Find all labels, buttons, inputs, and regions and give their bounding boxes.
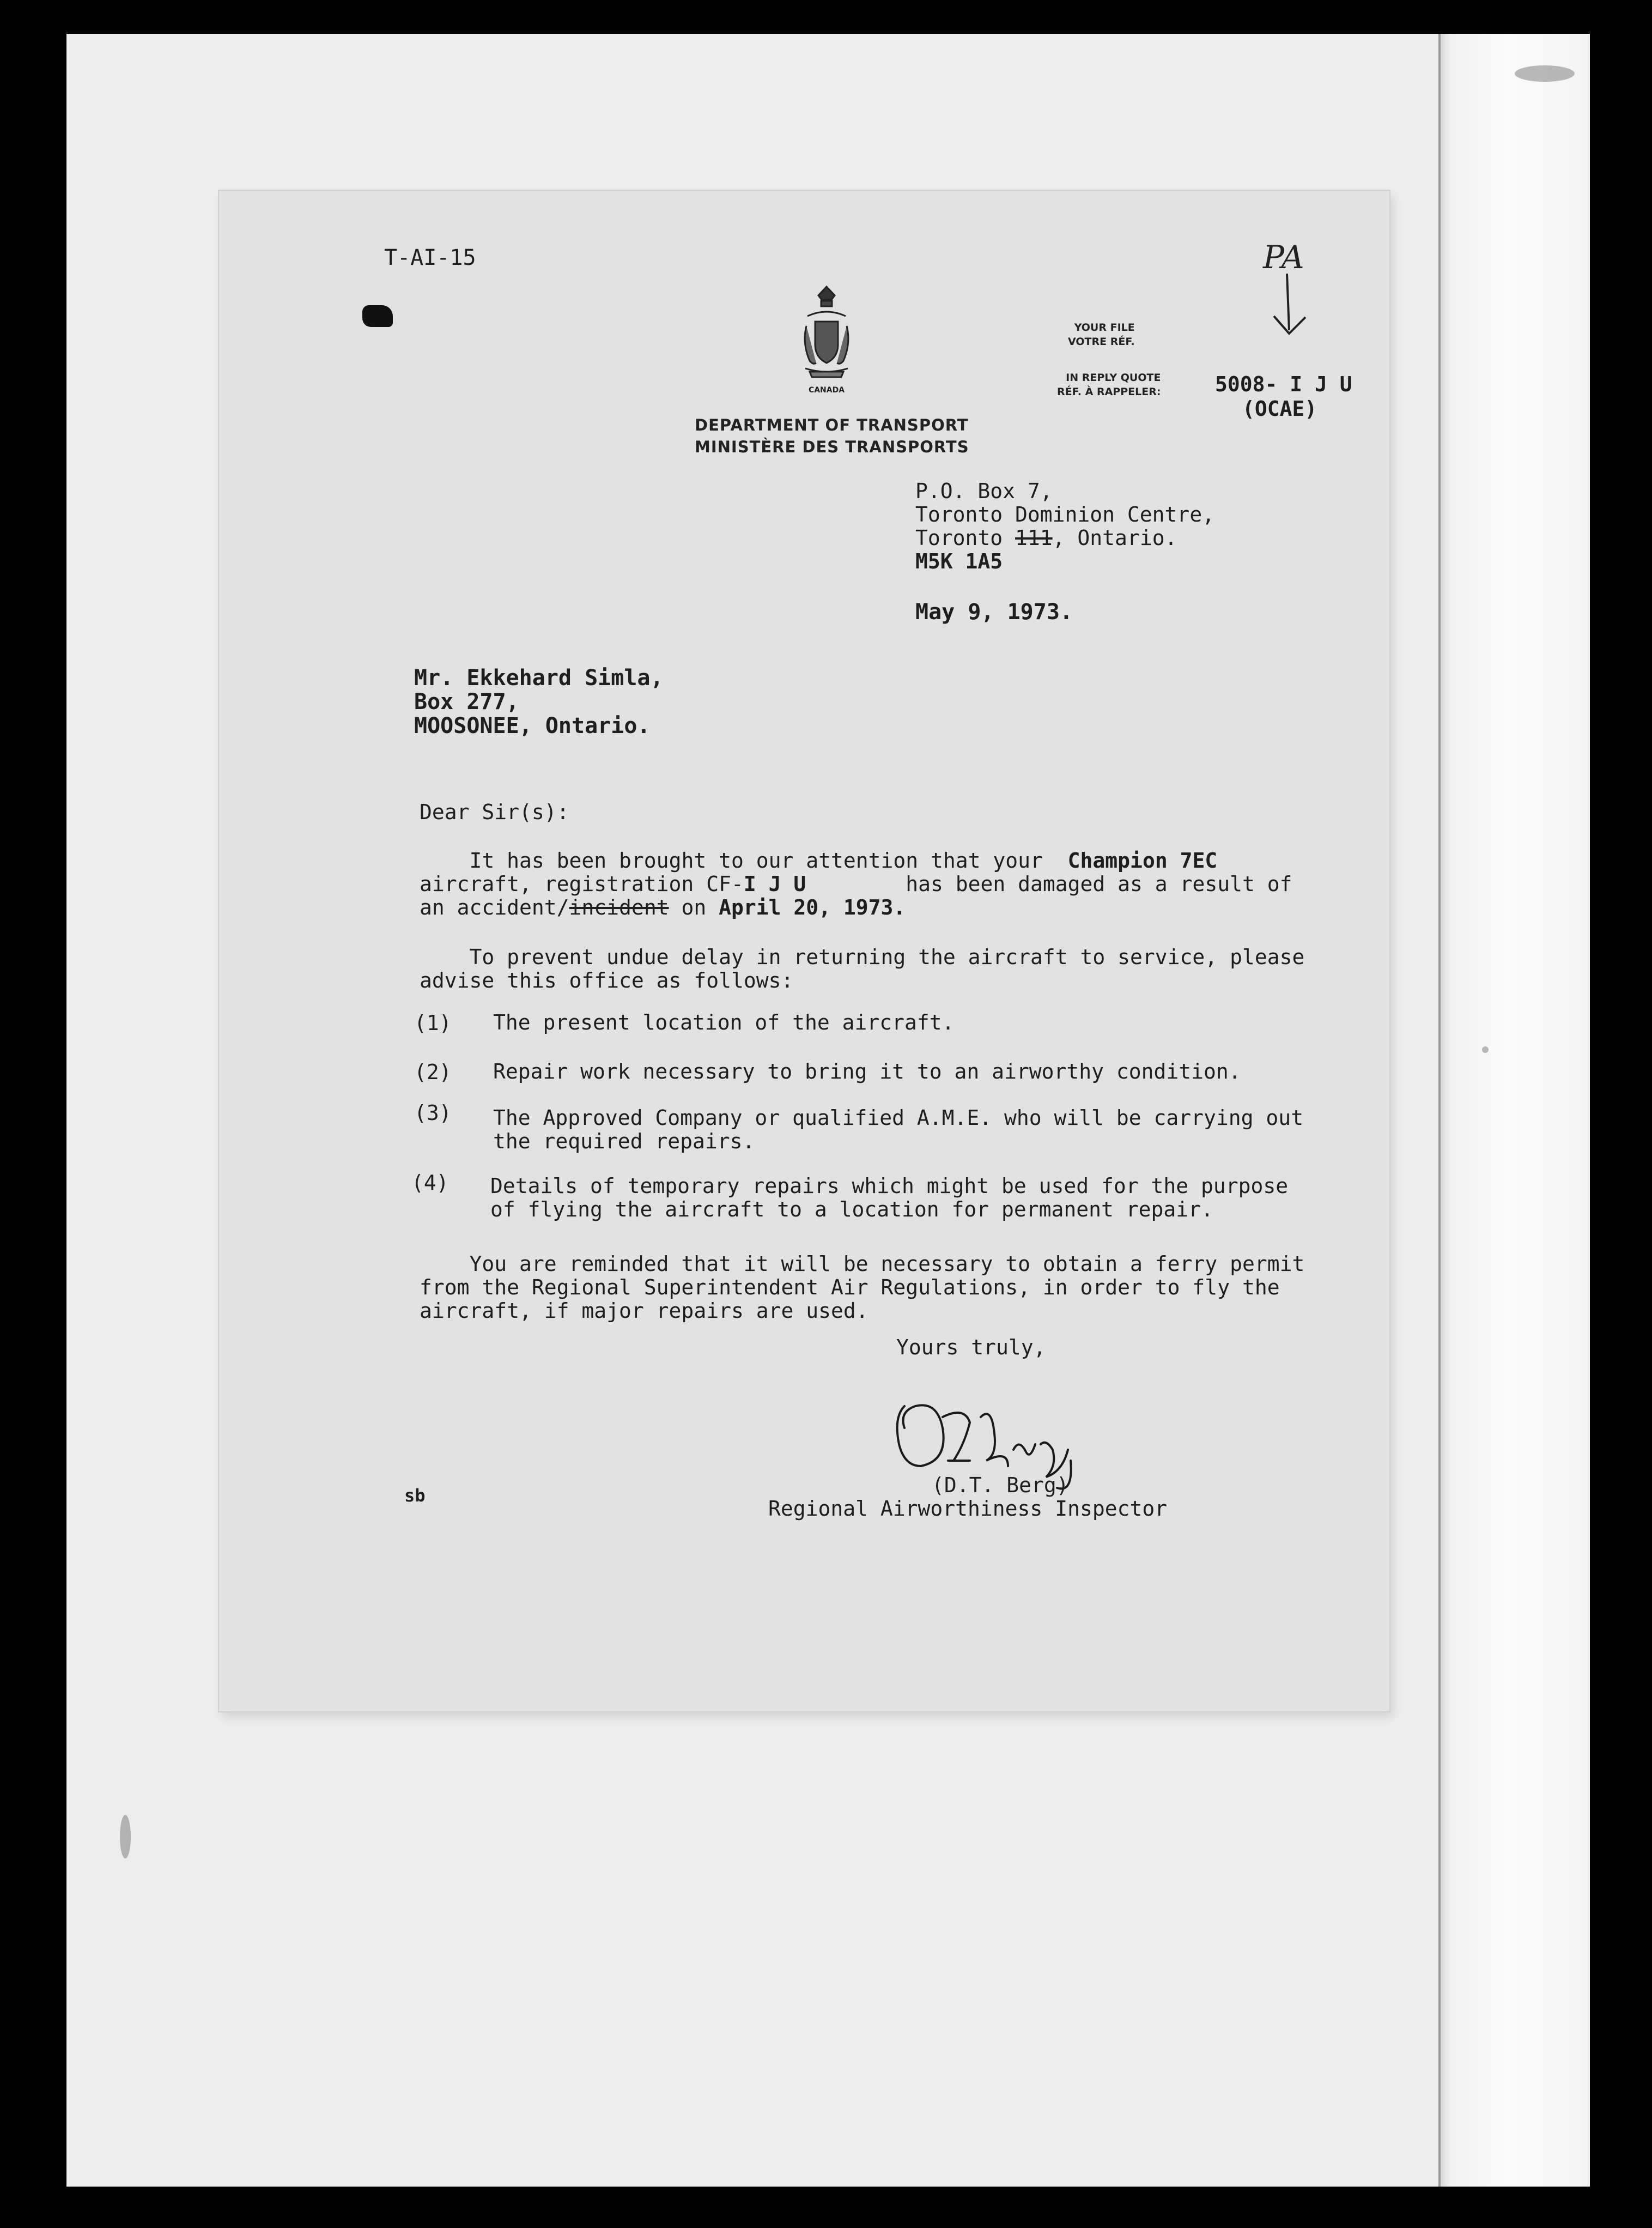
reply-quote-label: IN REPLY QUOTE <box>1066 372 1161 384</box>
film-speck <box>120 1815 131 1858</box>
accident-date: April 20, 1973. <box>719 895 906 919</box>
department-fr: MINISTÈRE DES TRANSPORTS <box>695 438 969 456</box>
p2-line-1: To prevent undue delay in returning the aircraft to service, please <box>469 945 1305 969</box>
address-line-2: Toronto Dominion Centre, <box>915 502 1215 526</box>
item-number: (3) <box>414 1101 452 1125</box>
address-line-1: P.O. Box 7, <box>915 479 1053 503</box>
item-line: Details of temporary repairs which might be used for the purpose <box>490 1174 1289 1198</box>
p2-line-2: advise this office as follows: <box>420 968 794 992</box>
reply-quote-labels <box>1057 371 1161 399</box>
crest-label: CANADA <box>808 386 845 395</box>
p1-part5: on <box>669 895 707 919</box>
annotation-text: PA <box>1263 239 1304 276</box>
ink-smudge <box>362 305 393 327</box>
page-edge <box>1438 34 1590 2187</box>
address-line-3-suffix: , Ontario. <box>1052 526 1177 550</box>
salutation: Dear Sir(s): <box>420 800 569 824</box>
typist-initials: sb <box>404 1485 426 1506</box>
item-text <box>490 1174 1288 1221</box>
p3-line-3: aircraft, if major repairs are used. <box>420 1299 868 1323</box>
recipient-box: Box 277, <box>414 689 519 715</box>
item-text <box>493 1106 1303 1153</box>
closing: Yours truly, <box>896 1335 1046 1359</box>
p1-part1: It has been brought to our attention that your <box>469 849 1043 873</box>
p1-part3: has been damaged as a result of <box>906 872 1292 896</box>
item-number: (1) <box>414 1011 452 1035</box>
signatory-name: (D.T. Berg) <box>932 1473 1069 1497</box>
film-speck <box>1482 1046 1489 1053</box>
film-speck <box>1515 65 1575 82</box>
aircraft-registration: I J U <box>743 872 806 896</box>
item-text <box>493 1011 954 1034</box>
votre-ref-label: VOTRE RÉF. <box>1068 336 1135 348</box>
your-file-labels <box>1068 320 1135 349</box>
recipient-block <box>414 666 664 738</box>
paragraph-1 <box>420 849 1292 919</box>
ref-rappeler-label: RÉF. À RAPPELER: <box>1057 386 1161 398</box>
p3-line-1: You are reminded that it will be necessary to obtain a ferry permit <box>469 1252 1305 1276</box>
item-line: The present location of the aircraft. <box>493 1010 955 1034</box>
signature-text: D.T. Berg <box>888 1488 900 1491</box>
address-struck-zone: 111 <box>1015 526 1053 550</box>
p1-part4: an accident/ <box>420 895 569 919</box>
item-text <box>493 1060 1241 1083</box>
form-id: T-AI-15 <box>384 245 476 270</box>
paragraph-3 <box>420 1252 1304 1323</box>
address-line-3-prefix: Toronto <box>915 526 1016 550</box>
struck-incident: incident <box>569 895 669 919</box>
department-heading <box>695 414 969 458</box>
signatory-title: Regional Airworthiness Inspector <box>768 1497 1168 1521</box>
postal-code: M5K 1A5 <box>915 549 1003 573</box>
p3-line-2: from the Regional Superintendent Air Regulations, in order to fly the <box>420 1275 1280 1299</box>
item-number: (2) <box>414 1060 452 1084</box>
item-line: the required repairs. <box>493 1129 755 1153</box>
item-number: (4) <box>411 1171 449 1195</box>
sender-address <box>915 480 1214 573</box>
paragraph-2 <box>420 946 1304 992</box>
item-line: of flying the aircraft to a location for permanent repair. <box>490 1197 1213 1221</box>
reference-number: 5008- I J U <box>1215 372 1352 396</box>
your-file-label: YOUR FILE <box>1074 322 1135 334</box>
letter-date: May 9, 1973. <box>915 600 1073 625</box>
item-line: Repair work necessary to bring it to an airworthy condition. <box>493 1059 1241 1083</box>
p1-part2: aircraft, registration CF- <box>420 872 744 896</box>
recipient-name: Mr. Ekkehard Simla, <box>414 665 664 691</box>
recipient-city: MOOSONEE, Ontario. <box>414 713 651 738</box>
reference-sub: (OCAE) <box>1242 397 1317 421</box>
item-line: The Approved Company or qualified A.M.E. who will be carrying out <box>493 1106 1304 1130</box>
department-en: DEPARTMENT OF TRANSPORT <box>695 416 969 434</box>
aircraft-model: Champion 7EC <box>1067 849 1218 873</box>
handwritten-annotation <box>1253 234 1319 343</box>
coat-of-arms-icon <box>797 283 857 398</box>
